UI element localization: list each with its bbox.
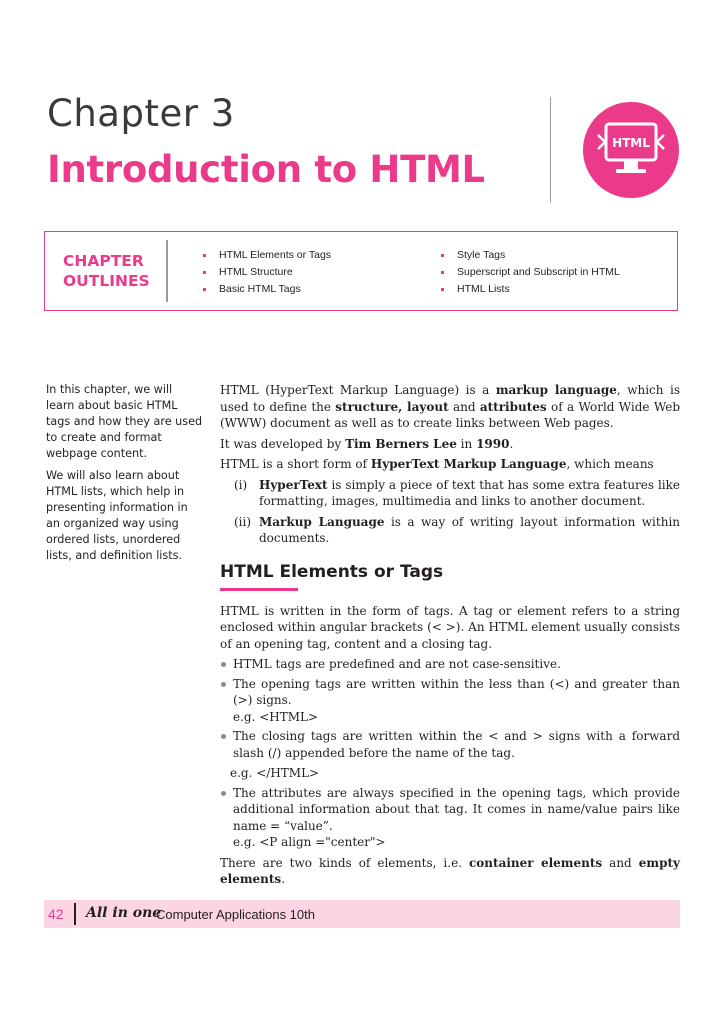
html-icon-label: HTML [612, 136, 650, 150]
main-content [220, 382, 680, 892]
outline-item [441, 281, 620, 298]
outline-item [441, 247, 620, 264]
section-heading: HTML Elements or Tags [220, 561, 444, 582]
outlines-column-2 [441, 247, 620, 298]
side-note [46, 382, 204, 570]
example-line: e.g. <P align ="center"> [233, 835, 386, 849]
outline-item [203, 247, 331, 264]
bullet-dot-icon [221, 682, 226, 687]
bullet-item: The attributes are always specified in the opening tags, which provide additional information about that tag. It comes in name/value pairs like name = “value”. e.g. <P align ="center"> [220, 785, 680, 851]
outline-item-label: Basic HTML Tags [219, 283, 301, 295]
bullet-dot-icon [221, 734, 226, 739]
title-divider [550, 97, 551, 203]
bullet-square-icon [441, 288, 444, 291]
chapter-outlines-box [44, 231, 678, 311]
outline-item-label: HTML Structure [219, 266, 293, 278]
bullet-square-icon [203, 288, 206, 291]
outline-item [441, 264, 620, 281]
book-title: Computer Applications 10th [156, 907, 315, 922]
tags-bullet-list [220, 656, 680, 761]
bullet-square-icon [203, 271, 206, 274]
numbered-item: (ii) Markup Language is a way of writing layout information within documents. [234, 514, 681, 545]
side-note-paragraph: In this chapter, we will learn about basic HTML tags and how they are used to create and format webpage content. [46, 383, 203, 460]
outline-item-label: HTML Elements or Tags [219, 249, 332, 261]
numbered-item: (i) HyperText is simply a piece of text that has some extra features like formatting, images, multimedia and links to another document. [234, 477, 680, 508]
example-line: e.g. <HTML> [233, 709, 319, 724]
bullet-dot-icon [221, 662, 226, 667]
bullet-item: HTML tags are predefined and are not case-sensitive. [220, 656, 680, 673]
bullet-square-icon [203, 254, 206, 257]
tags-bullet-list-2 [220, 785, 680, 851]
outlines-heading-line2: OUTLINES [63, 272, 150, 290]
bullet-square-icon [441, 271, 444, 274]
outline-item [203, 281, 331, 298]
bullet-dot-icon [221, 791, 226, 796]
outlines-heading-line1: CHAPTER [63, 252, 144, 270]
developer-paragraph: It was developed by Tim Berners Lee in 1990. [220, 436, 514, 451]
html-monitor-icon [583, 102, 679, 198]
section-heading-underline [220, 588, 298, 591]
brand-logo: All in one [86, 905, 162, 921]
chapter-number: Chapter 3 [47, 92, 235, 135]
bullet-item: The closing tags are written within the < and > signs with a forward slash (/) appended before the name of the tag. [220, 728, 680, 761]
bullet-square-icon [441, 254, 444, 257]
outlines-column-1 [203, 247, 331, 298]
short-form-paragraph: HTML is a short form of HyperText Markup Language, which means [220, 457, 654, 471]
side-note-paragraph: We will also learn about HTML lists, which help in presenting information in an organized way using ordered lists, unordered lists, and definition lists. [46, 469, 188, 562]
outline-item-label: Style Tags [457, 249, 506, 261]
outlines-divider [166, 240, 168, 302]
section-paragraph: HTML is written in the form of tags. A tag or element refers to a string enclosed within angular brackets (< >). An HTML element usually consists of an opening tag, content and a closing tag. [220, 603, 680, 651]
intro-paragraph: HTML (HyperText Markup Language) is a markup language, which is used to define the structure, layout and attributes of a World Wide Web (WWW) document as well as to create links between Web pages. [220, 383, 680, 430]
outlines-heading [63, 251, 173, 291]
chapter-title: Introduction to HTML [47, 148, 485, 191]
page-number: 42 [48, 906, 64, 922]
outline-item-label: Superscript and Subscript in HTML [457, 266, 620, 278]
example-line: e.g. </HTML> [230, 766, 320, 780]
bullet-item: The opening tags are written within the less than (<) and greater than (>) signs. e.g. <HTML> [220, 676, 680, 726]
footer-divider [74, 903, 76, 925]
closing-paragraph: There are two kinds of elements, i.e. container elements and empty elements. [220, 855, 680, 886]
outline-item-label: HTML Lists [457, 283, 510, 295]
outline-item [203, 264, 331, 281]
